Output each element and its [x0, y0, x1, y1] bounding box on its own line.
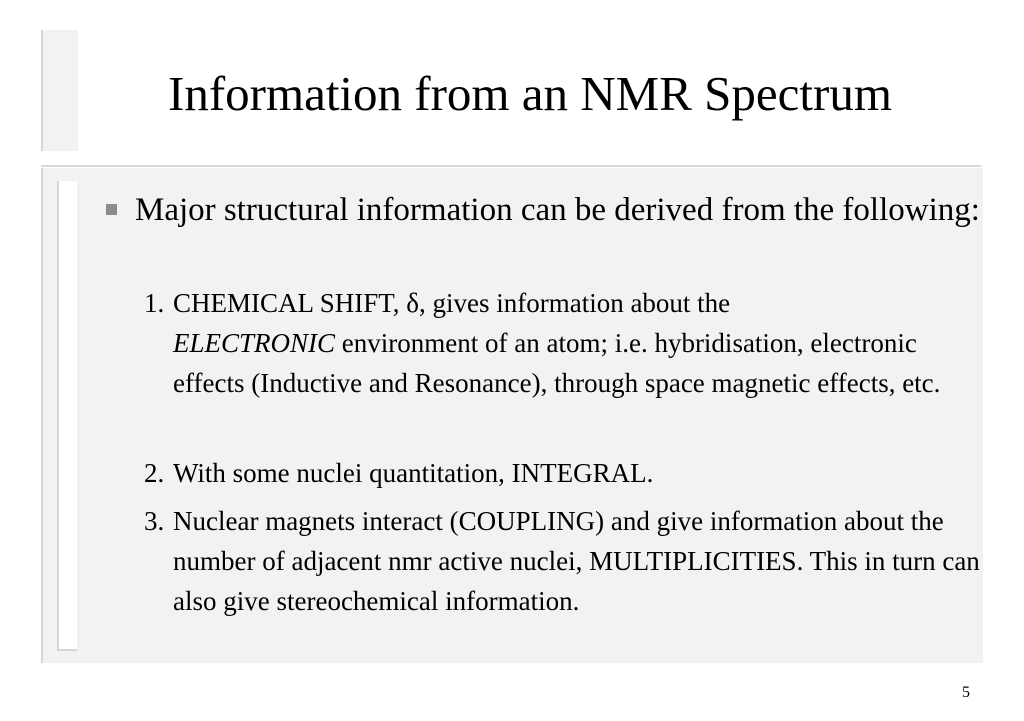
- page-number: 5: [962, 684, 970, 701]
- content-bracket: [57, 181, 77, 651]
- list-item-2: [144, 453, 988, 493]
- list-item-number: 2.: [144, 458, 165, 488]
- bullet-square-icon: [106, 204, 117, 215]
- list-item-text-after: environment of an atom; i.e. hybridisation, electronic effects (Inductive and Resonance), through space magnetic effects, etc.: [173, 328, 941, 398]
- list-item-3: [144, 501, 988, 621]
- list-item-emphasis: ELECTRONIC: [173, 328, 336, 358]
- list-item-text-before: CHEMICAL SHIFT, δ, gives information about the: [173, 288, 731, 318]
- list-item-number: 1.: [144, 288, 165, 318]
- lead-bullet-text: Major structural information can be derived from the following:: [135, 192, 980, 228]
- slide-title: Information from an NMR Spectrum: [168, 66, 892, 121]
- list-item-text: Nuclear magnets interact (COUPLING) and give information about the number of adjacent nmr active nuclei, MULTIPLICITIES. This in turn can also give stereochemical information.: [173, 506, 980, 616]
- list-item-1: [144, 283, 988, 403]
- list-item-text: With some nuclei quantitation, INTEGRAL.: [173, 458, 654, 488]
- title-divider: [41, 165, 981, 167]
- list-item-number: 3.: [144, 506, 165, 536]
